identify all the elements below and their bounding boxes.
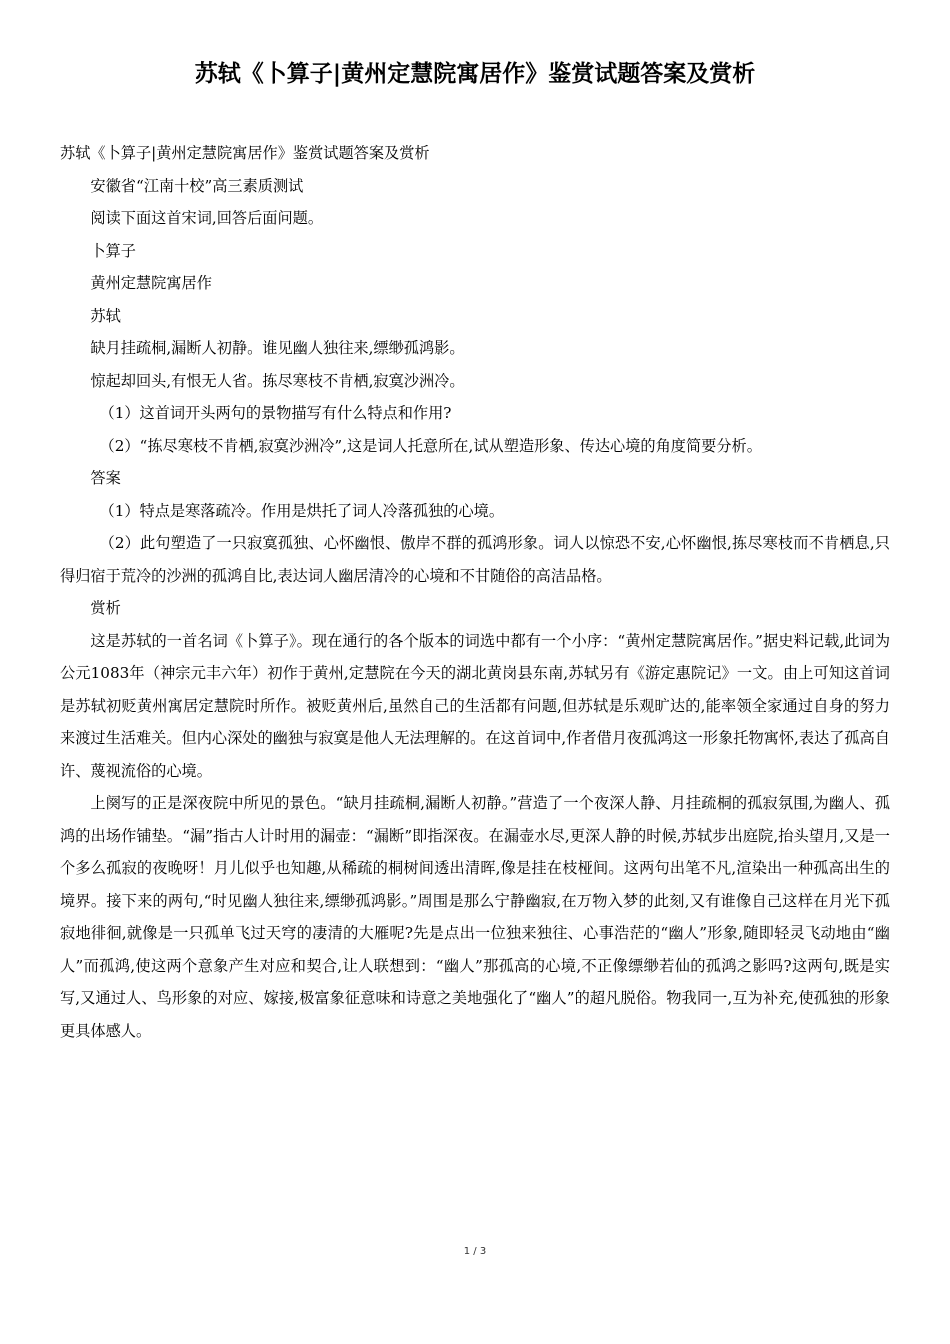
poem-line-2: 惊起却回头,有恨无人省。拣尽寒枝不肯栖,寂寞沙洲冷。 xyxy=(90,371,465,390)
poem-title: 卜算子 xyxy=(90,241,136,260)
document-title: 苏轼《卜算子|黄州定慧院寓居作》鉴赏试题答案及赏析 xyxy=(194,61,756,87)
question-1: （1）这首词开头两句的景物描写有什么特点和作用? xyxy=(99,404,452,422)
subtitle-paragraph: 苏轼《卜算子|黄州定慧院寓居作》鉴赏试题答案及赏析 xyxy=(60,144,430,162)
poem-subtitle: 黄州定慧院寓居作 xyxy=(90,274,212,292)
question-2: （2）“拣尽寒枝不肯栖,寂寞沙洲冷”,这是词人托意所在,试从塑造形象、传达心境的角度简要分析。 xyxy=(99,436,762,455)
answer-heading: 答案 xyxy=(90,469,121,487)
document-body xyxy=(60,137,890,1047)
poem-line-1: 缺月挂疏桐,漏断人初静。谁见幽人独往来,缥缈孤鸿影。 xyxy=(90,339,465,357)
page-indicator: 1 / 3 xyxy=(463,1246,487,1257)
answer-1: （1）特点是寒落疏冷。作用是烘托了词人冷落孤独的心境。 xyxy=(99,501,505,520)
appreciation-paragraph-1: 这是苏轼的一首名词《卜算子》。现在通行的各个版本的词选中都有一个小序：“黄州定慧院寓居作。”据史料记载,此词为公元1083年（神宗元丰六年）初作于黄州,定慧院在今天的湖北黄岗县东南,苏轼另有《游定惠院记》一文。由上可知这首词是苏轼初贬黄州寓居定慧院时所作。被贬黄州后,虽然自己的生活都有问题,但苏轼是乐观旷达的,能率领全家通过自身的努力来渡过生活难关。但内心深处的幽独与寂寞是他人无法理解的。在这首词中,作者借月夜孤鸿这一形象托物寓怀,表达了孤高自许、蔑视流俗的心境。 xyxy=(60,631,890,780)
appreciation-heading: 赏析 xyxy=(90,599,121,617)
appreciation-paragraph-2: 上阕写的正是深夜院中所见的景色。“缺月挂疏桐,漏断人初静。”营造了一个夜深人静、月挂疏桐的孤寂氛围,为幽人、孤鸿的出场作铺垫。“漏”指古人计时用的漏壶：“漏断”即指深夜。在漏壶水尽,更深人静的时候,苏轼步出庭院,抬头望月,又是一个多么孤寂的夜晚呀！月儿似乎也知趣,从稀疏的桐树间透出清晖,像是挂在枝桠间。这两句出笔不凡,渲染出一种孤高出生的境界。接下来的两句,“时见幽人独往来,缥缈孤鸿影。”周围是那么宁静幽寂,在万物入梦的此刻,又有谁像自己这样在月光下孤寂地徘徊,就像是一只孤单飞过天穹的凄清的大雁呢?先是点出一位独来独往、心事浩茫的“幽人”形象,随即轻灵飞动地由“幽人”而孤鸿,使这两个意象产生对应和契合,让人联想到：“幽人”那孤高的心境,不正像缥缈若仙的孤鸿之影吗?这两句,既是实写,又通过人、鸟形象的对应、嫁接,极富象征意味和诗意之美地强化了“幽人”的超凡脱俗。物我同一,互为补充,使孤独的形象更具体感人。 xyxy=(60,794,890,1040)
source-line: 安徽省“江南十校”高三素质测试 xyxy=(90,176,304,195)
answer-2: （2）此句塑造了一只寂寞孤独、心怀幽恨、傲岸不群的孤鸿形象。词人以惊恐不安,心怀幽恨,拣尽寒枝而不肯栖息,只得归宿于荒冷的沙洲的孤鸿自比,表达词人幽居清冷的心境和不甘随俗的高洁品格。 xyxy=(60,534,890,585)
instruction-line: 阅读下面这首宋词,回答后面问题。 xyxy=(90,209,324,227)
poem-author: 苏轼 xyxy=(90,306,121,325)
